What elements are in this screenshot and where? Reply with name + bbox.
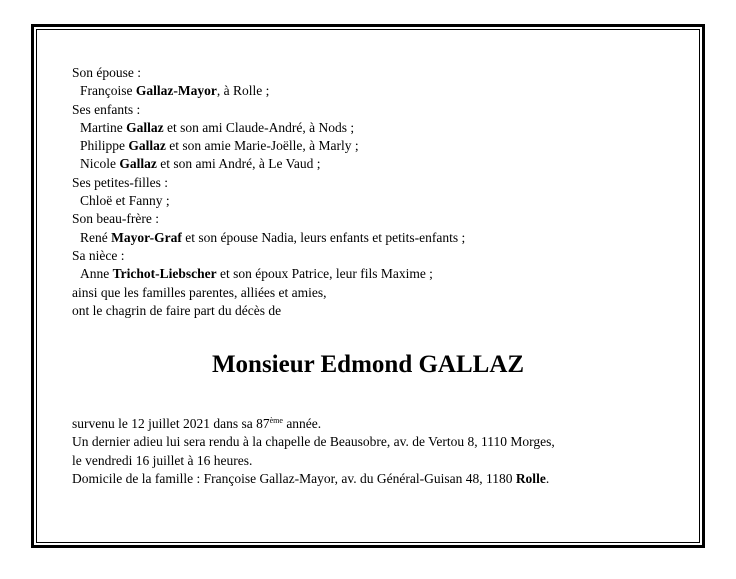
deceased-name: Monsieur Edmond GALLAZ <box>211 351 525 378</box>
death-date-text: survenu le 12 juillet 2021 dans sa 87 <box>72 416 270 431</box>
spouse-rest: , à Rolle ; <box>216 83 270 99</box>
niece-first-name: Anne <box>80 266 113 282</box>
child-first-name: Martine <box>80 119 127 135</box>
family-address-town: Rolle <box>515 470 546 486</box>
family-address-text: Domicile de la famille : Françoise Gallaz-Mayor, av. du Général-Guisan 48, 1180 <box>72 470 516 486</box>
child-surname: Gallaz <box>128 138 166 154</box>
spouse-surname: Gallaz-Mayor <box>135 83 217 99</box>
niece-heading: Sa nièce : <box>72 247 125 263</box>
niece-surname: Trichot-Liebscher <box>112 266 217 282</box>
service-details <box>72 415 692 488</box>
spouse-line <box>72 82 672 100</box>
child-first-name: Philippe <box>80 138 129 154</box>
child-surname: Gallaz <box>119 156 157 172</box>
niece-line <box>72 265 672 283</box>
family-address-line <box>72 470 692 488</box>
announcement-line: ont le chagrin de faire part du décès de <box>72 302 282 318</box>
child-surname: Gallaz <box>126 119 164 135</box>
family-address-end: . <box>545 470 550 486</box>
families-line: ainsi que les familles parentes, alliées et amies, <box>72 284 327 300</box>
child-rest: et son ami André, à Le Vaud ; <box>156 156 321 172</box>
child-rest: et son amie Marie-Joëlle, à Marly ; <box>165 138 359 154</box>
child-line <box>72 137 672 155</box>
spouse-heading: Son épouse : <box>72 65 141 80</box>
spouse-first-name: Françoise <box>80 83 136 99</box>
grandchildren-line: Chloë et Fanny ; <box>80 193 170 209</box>
brother-in-law-heading: Son beau-frère : <box>72 211 159 227</box>
ordinal-suffix: ème <box>269 416 283 425</box>
service-time-line: le vendredi 16 juillet à 16 heures. <box>72 452 253 468</box>
brother-in-law-rest: et son épouse Nadia, leurs enfants et petits-enfants ; <box>181 229 466 245</box>
child-line <box>72 119 672 137</box>
child-line <box>72 155 672 173</box>
family-list <box>72 64 672 320</box>
brother-in-law-surname: Mayor-Graf <box>111 229 182 245</box>
death-date-end: année. <box>282 416 322 431</box>
niece-rest: et son époux Patrice, leur fils Maxime ; <box>216 266 433 282</box>
death-date-line <box>72 415 692 433</box>
grandchildren-heading: Ses petites-filles : <box>72 174 168 190</box>
service-location-line: Un dernier adieu lui sera rendu à la chapelle de Beausobre, av. de Vertou 8, 1110 Morges, <box>72 434 555 450</box>
brother-in-law-first-name: René <box>80 229 112 245</box>
child-rest: et son ami Claude-André, à Nods ; <box>163 119 355 135</box>
child-first-name: Nicole <box>80 156 120 172</box>
children-heading: Ses enfants : <box>72 101 141 117</box>
brother-in-law-line <box>72 229 672 247</box>
